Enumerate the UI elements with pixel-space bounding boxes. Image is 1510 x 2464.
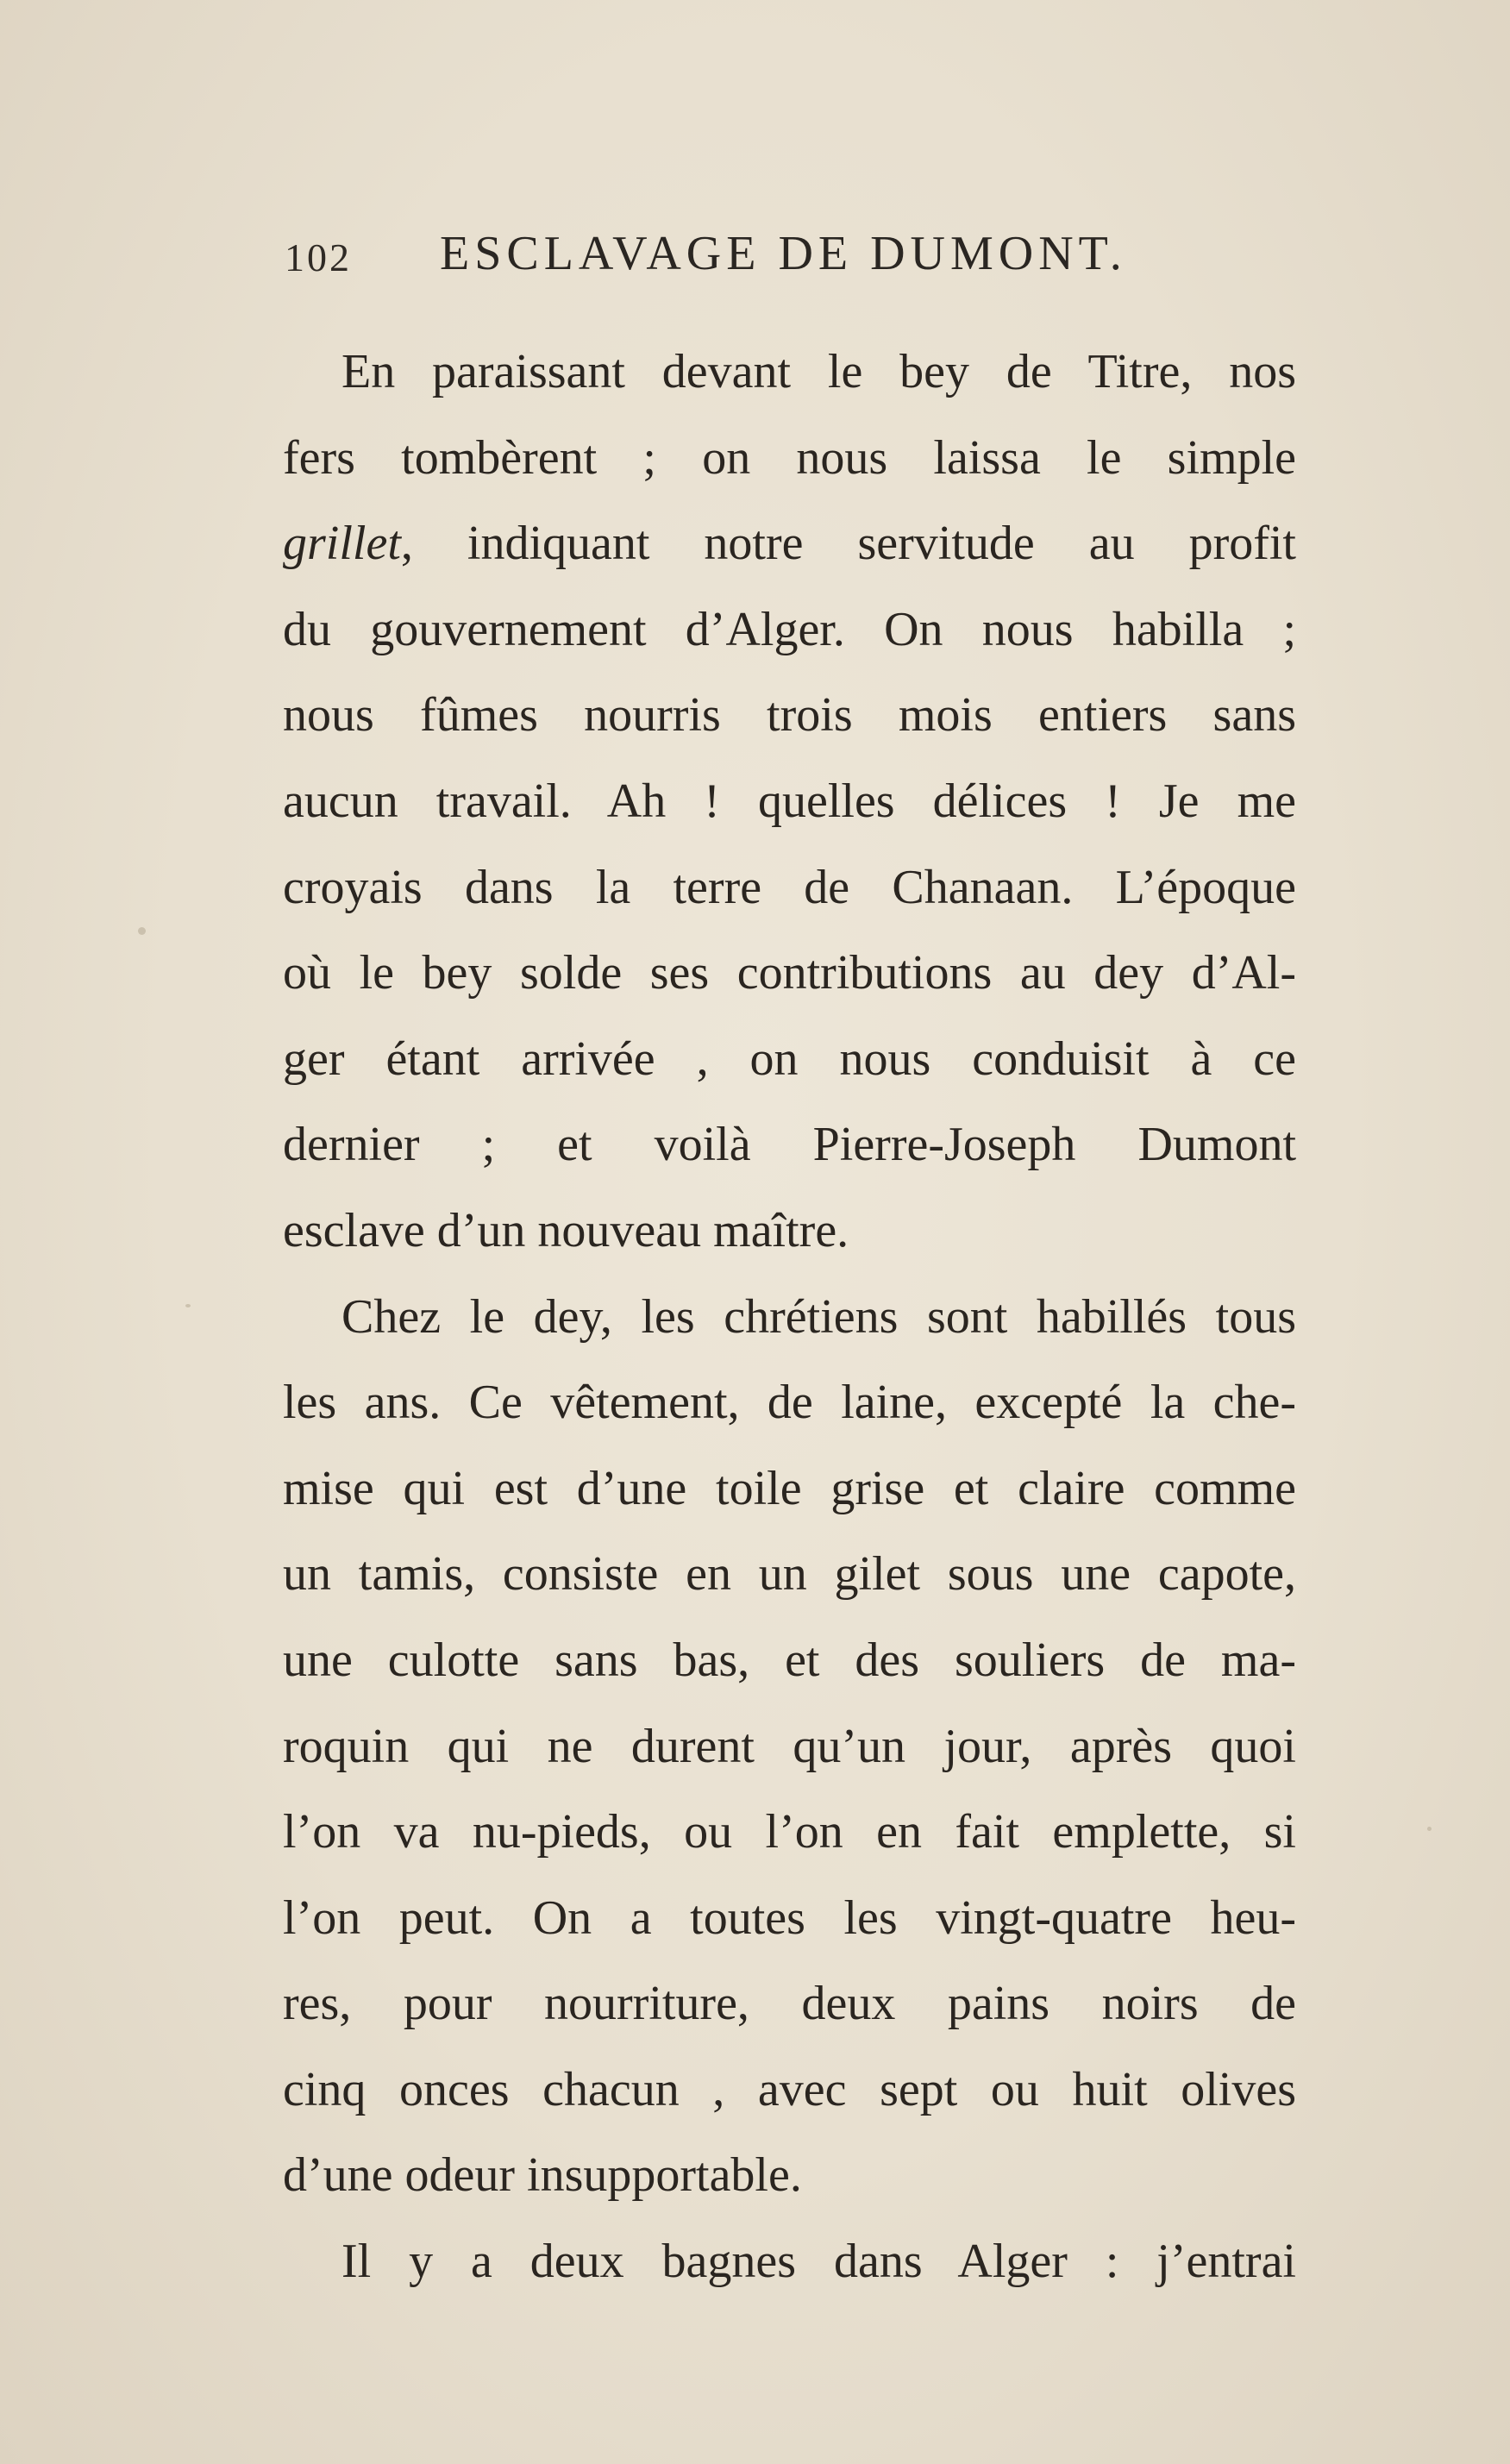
- text-line: aucun travail. Ah ! quelles délices ! Je me: [283, 774, 1296, 828]
- text-line: [283, 501, 1296, 587]
- text-line: Chez le dey, les chrétiens sont habillés tous: [341, 1289, 1296, 1344]
- text-line: où le bey solde ses contributions au dey d’Al-: [283, 946, 1296, 1000]
- paper-speck: [1427, 1827, 1432, 1831]
- text-line: d’une odeur insupportable.: [283, 2148, 802, 2203]
- text-line: mise qui est d’une toile grise et claire comme: [283, 1461, 1296, 1515]
- paper-speck: [138, 927, 146, 935]
- text-line: l’on peut. On a toutes les vingt-quatre heu-: [283, 1890, 1296, 1945]
- text-line: croyais dans la terre de Chanaan. L’époque: [283, 860, 1296, 914]
- italic-term: grillet: [283, 517, 401, 571]
- text-line: En paraissant devant le bey de Titre, nos: [341, 345, 1296, 398]
- running-title: ESCLAVAGE DE DUMONT.: [440, 227, 1127, 280]
- text-line: un tamis, consiste en un gilet sous une capote,: [283, 1547, 1296, 1602]
- text-line: Il y a deux bagnes dans Alger : j’entrai: [341, 2235, 1296, 2289]
- page-header: [285, 226, 1302, 295]
- text-line: esclave d’un nouveau maître.: [283, 1203, 849, 1257]
- text-line: l’on va nu-pieds, ou l’on en fait emplette, si: [283, 1805, 1296, 1859]
- text-line: cinq onces chacun , avec sept ou huit olives: [283, 2062, 1296, 2116]
- text-line: dernier ; et voilà Pierre-Joseph Dumont: [283, 1118, 1296, 1172]
- text-line: du gouvernement d’Alger. On nous habilla ;: [283, 602, 1296, 656]
- text-line-rest: , indiquant notre servitude au profit: [400, 517, 1296, 571]
- text-line: fers tombèrent ; on nous laissa le simple: [283, 430, 1296, 485]
- page-number: 102: [285, 235, 352, 279]
- paper-speck: [185, 1304, 191, 1307]
- text-line: les ans. Ce vêtement, de laine, excepté la che-: [283, 1376, 1296, 1430]
- text-line: une culotte sans bas, et des souliers de ma-: [283, 1633, 1296, 1687]
- text-line: roquin qui ne durent qu’un jour, après quoi: [283, 1719, 1296, 1773]
- body-text: [283, 329, 1296, 2305]
- text-line: nous fûmes nourris trois mois entiers sans: [283, 688, 1296, 743]
- text-line: ger étant arrivée , on nous conduisit à ce: [283, 1031, 1296, 1086]
- text-line: res, pour nourriture, deux pains noirs de: [283, 1977, 1296, 2031]
